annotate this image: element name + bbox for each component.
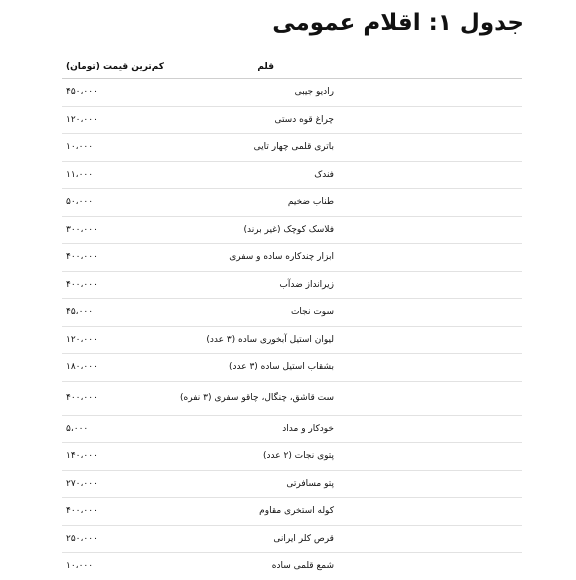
row-item: فندک: [314, 169, 334, 180]
items-table: [62, 58, 522, 580]
table-row: [62, 382, 522, 416]
row-price: ۲۷۰،۰۰۰: [66, 478, 98, 489]
table-row: [62, 162, 522, 190]
table-row: [62, 244, 522, 272]
table-row: [62, 299, 522, 327]
row-item: شمع قلمی ساده: [271, 561, 334, 572]
row-price: ۴۰۰،۰۰۰: [66, 252, 98, 263]
row-price: ۱۲۰،۰۰۰: [66, 114, 98, 125]
row-item: پتو مسافرتی: [286, 478, 334, 489]
table-row: [62, 79, 522, 107]
row-price: ۱۰،۰۰۰: [66, 142, 94, 153]
row-price: ۵،۰۰۰: [66, 423, 89, 434]
row-item: خودکار و مداد: [282, 423, 334, 434]
table-header: [62, 58, 522, 79]
row-price: ۴۰۰،۰۰۰: [66, 279, 98, 290]
row-price: ۴۵۰،۰۰۰: [66, 87, 98, 98]
table-row: [62, 134, 522, 162]
row-price: ۱۲۰،۰۰۰: [66, 334, 98, 345]
row-item: کوله استخری مقاوم: [259, 506, 334, 517]
row-item: چراغ قوه دستی: [274, 114, 334, 125]
row-item: قرص کلر ایرانی: [273, 533, 334, 544]
table-row: [62, 107, 522, 135]
row-price: ۵۰،۰۰۰: [66, 197, 94, 208]
page-title: جدول ۱: اقلام عمومی: [272, 10, 524, 36]
row-price: ۴۰۰،۰۰۰: [66, 506, 98, 517]
table-row: [62, 498, 522, 526]
table-row: [62, 416, 522, 444]
table-body: [62, 79, 522, 580]
table-row: [62, 354, 522, 382]
table-row: [62, 217, 522, 245]
row-item: سوت نجات: [290, 307, 334, 318]
row-price: ۴۰۰،۰۰۰: [66, 393, 98, 403]
row-price: ۱۴۰،۰۰۰: [66, 451, 98, 462]
row-price: ۱۱،۰۰۰: [66, 169, 94, 180]
row-price: ۲۵۰،۰۰۰: [66, 533, 98, 544]
row-item: طناب ضخیم: [287, 197, 334, 208]
row-item: ابزار چندکاره ساده و سفری: [229, 252, 334, 263]
row-item: ست قاشق، چنگال، چاقو سفری (۳ نفره): [180, 393, 334, 403]
row-item: رادیو جیبی: [294, 87, 334, 98]
row-item: فلاسک کوچک (غیر برند): [243, 224, 334, 235]
row-price: ۱۰،۰۰۰: [66, 561, 94, 572]
table-row: [62, 327, 522, 355]
row-item: لیوان استیل آبخوری ساده (۳ عدد): [206, 334, 334, 345]
row-item: بشقاب استیل ساده (۳ عدد): [228, 362, 334, 373]
row-price: ۱۸۰،۰۰۰: [66, 362, 98, 373]
header-item: قلم: [257, 62, 274, 72]
header-price: کم‌ترین قیمت (تومان): [66, 62, 165, 72]
row-item: پتوی نجات (۲ عدد): [262, 451, 334, 462]
table-row: [62, 526, 522, 554]
row-price: ۳۰۰،۰۰۰: [66, 224, 98, 235]
table-row: [62, 189, 522, 217]
table-row: [62, 272, 522, 300]
table-row: [62, 443, 522, 471]
row-item: باتری قلمی چهار تایی: [253, 142, 334, 153]
row-item: زیرانداز ضدآب: [279, 279, 334, 290]
row-price: ۴۵،۰۰۰: [66, 307, 94, 318]
table-row: [62, 471, 522, 499]
